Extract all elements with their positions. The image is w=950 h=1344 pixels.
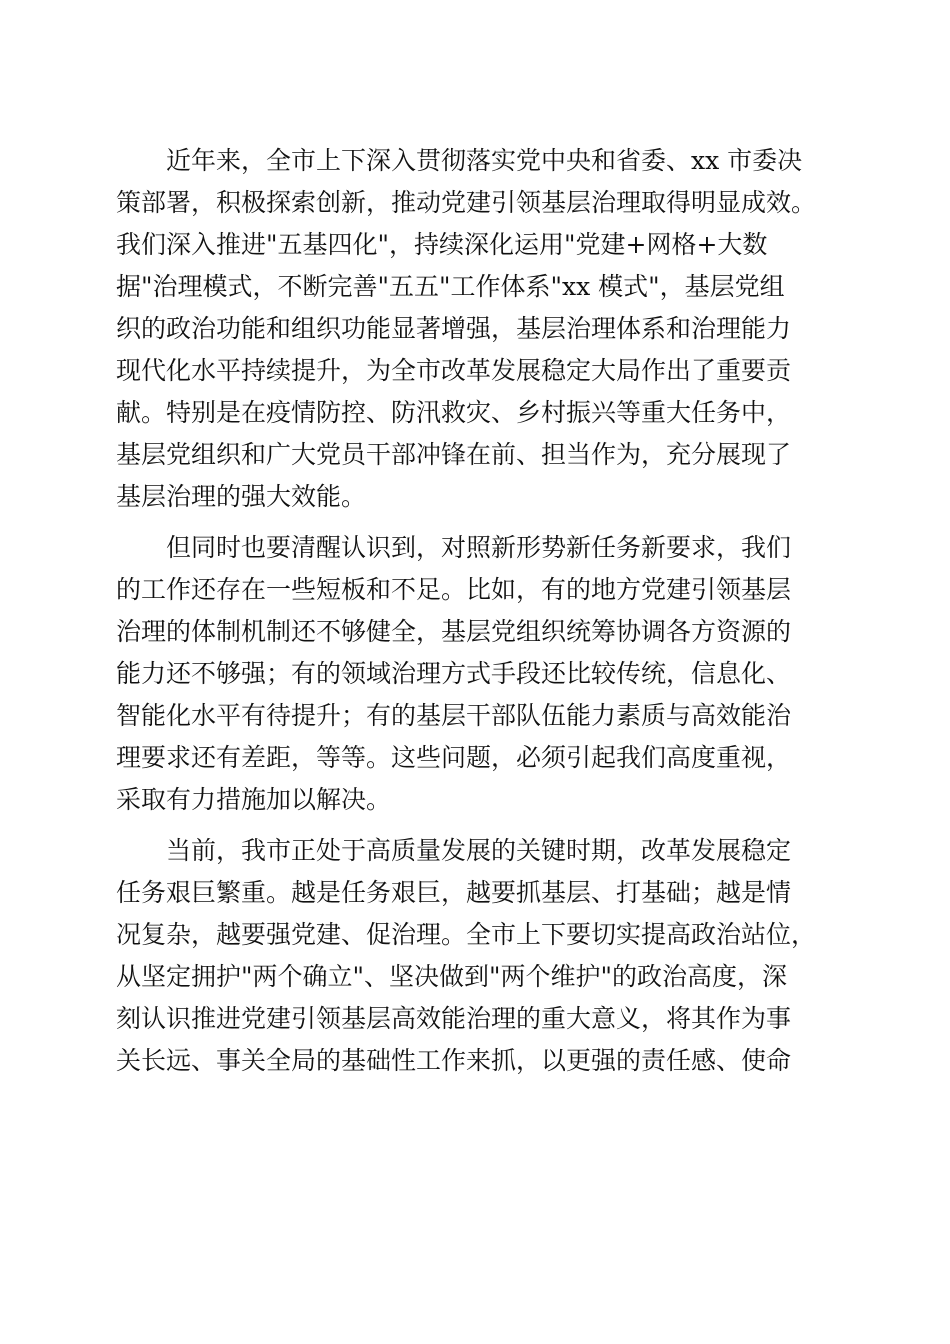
text-line: 据"治理模式，不断完善"五五"工作体系"xx 模式"，基层党组	[116, 272, 785, 301]
text-line: 从坚定拥护"两个确立"、坚决做到"两个维护"的政治高度，深	[116, 962, 787, 991]
paragraph-gap	[116, 821, 836, 830]
text-line: 我们深入推进"五基四化"，持续深化运用"党建+网格+大数	[116, 230, 768, 259]
text-line: 但同时也要清醒认识到，对照新形势新任务新要求，我们	[166, 533, 792, 562]
text-line: 织的政治功能和组织功能显著增强，基层治理体系和治理能力	[116, 314, 792, 343]
text-line: 现代化水平持续提升，为全市改革发展稳定大局作出了重要贡	[116, 356, 792, 385]
text-line: 治理的体制机制还不够健全，基层党组织统筹协调各方资源的	[116, 617, 792, 646]
text-line: 况复杂，越要强党建、促治理。全市上下要切实提高政治站位，	[116, 920, 817, 949]
text-line: 策部署，积极探索创新，推动党建引领基层治理取得明显成效。	[116, 188, 817, 217]
text-line: 的工作还存在一些短板和不足。比如，有的地方党建引领基层	[116, 575, 792, 604]
text-line: 任务艰巨繁重。越是任务艰巨，越要抓基层、打基础；越是情	[116, 878, 792, 907]
text-line: 献。特别是在疫情防控、防汛救灾、乡村振兴等重大任务中，	[116, 398, 792, 427]
text-line: 近年来，全市上下深入贯彻落实党中央和省委、xx 市委决	[166, 146, 803, 175]
text-line: 理要求还有差距，等等。这些问题，必须引起我们高度重视，	[116, 743, 792, 772]
document-body	[116, 140, 836, 1082]
paragraph-achievements	[116, 140, 836, 518]
text-line: 基层治理的强大效能。	[116, 482, 367, 511]
text-line: 关长远、事关全局的基础性工作来抓，以更强的责任感、使命	[116, 1046, 792, 1075]
text-line: 基层党组织和广大党员干部冲锋在前、担当作为，充分展现了	[116, 440, 792, 469]
text-line: 智能化水平有待提升；有的基层干部队伍能力素质与高效能治	[116, 701, 792, 730]
paragraph-current-situation	[116, 830, 836, 1082]
text-line: 当前，我市正处于高质量发展的关键时期，改革发展稳定	[166, 836, 792, 865]
paragraph-shortcomings	[116, 527, 836, 821]
text-line: 采取有力措施加以解决。	[116, 785, 392, 814]
paragraph-gap	[116, 518, 836, 527]
text-line: 刻认识推进党建引领基层高效能治理的重大意义，将其作为事	[116, 1004, 792, 1033]
text-line: 能力还不够强；有的领域治理方式手段还比较传统，信息化、	[116, 659, 792, 688]
